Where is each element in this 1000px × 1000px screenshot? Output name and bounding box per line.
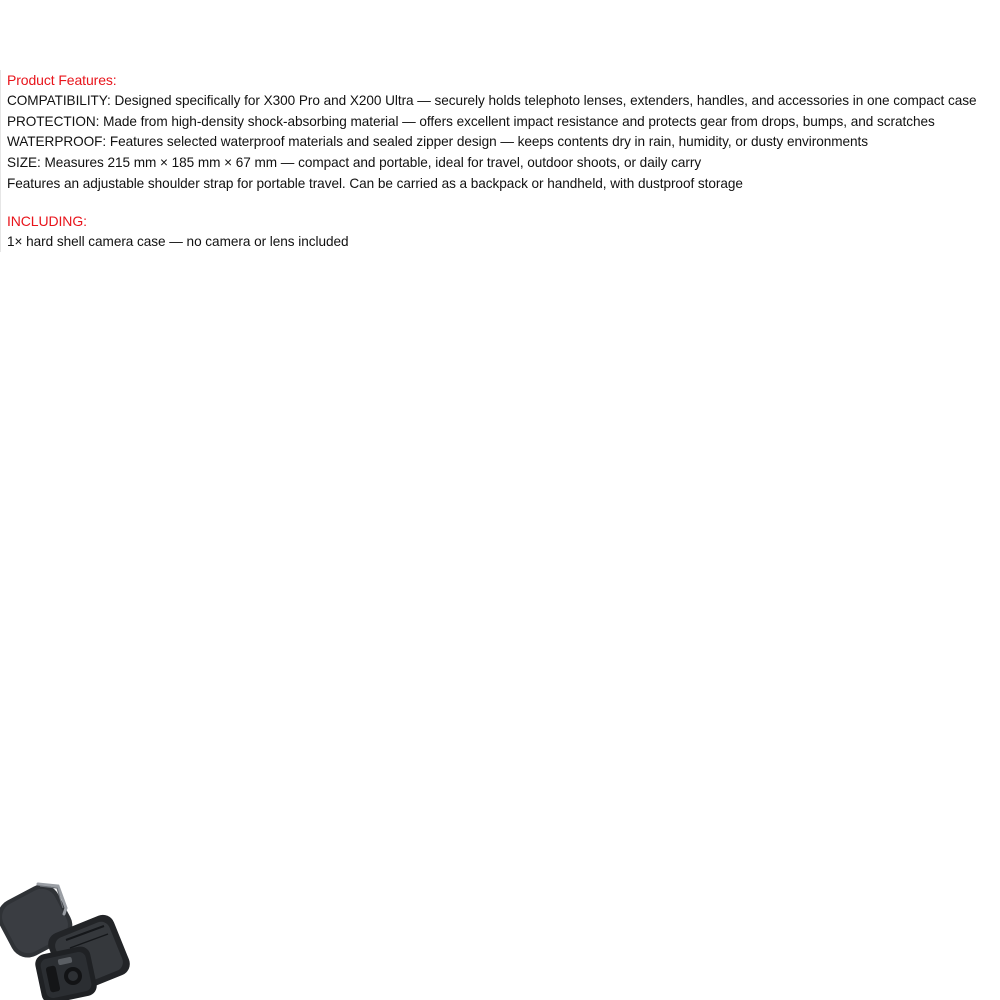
feature-size: SIZE: Measures 215 mm × 185 mm × 67 mm — compact and portable, ideal for travel, outdoor shoots, or daily carry: [7, 155, 702, 171]
section-spacer: [7, 195, 998, 216]
feature-waterproof: WATERPROOF: Features selected waterproof materials and sealed zipper design — keeps contents dry in rain, humidity, or dusty environments: [7, 134, 869, 150]
feature-protection: PROTECTION: Made from high-density shock-absorbing material — offers excellent impact resistance and protects gear from drops, bumps, and scratches: [7, 113, 935, 129]
including-item: 1× hard shell camera case — no camera or lens included: [7, 233, 349, 249]
feature-compatibility: COMPATIBILITY: Designed specifically for X300 Pro and X200 Ultra — securely holds telephoto lenses, extenders, handles, and accessories in one compact case: [7, 92, 977, 108]
camera-case-image[interactable]: [0, 878, 132, 1000]
feature-shoulder-strap: Features an adjustable shoulder strap for portable travel. Can be carried as a backpack or handheld, with dustproof storage: [7, 175, 743, 191]
including-heading: INCLUDING:: [7, 212, 87, 229]
features-heading: Product Features:: [7, 72, 117, 88]
product-description: [0, 70, 998, 252]
